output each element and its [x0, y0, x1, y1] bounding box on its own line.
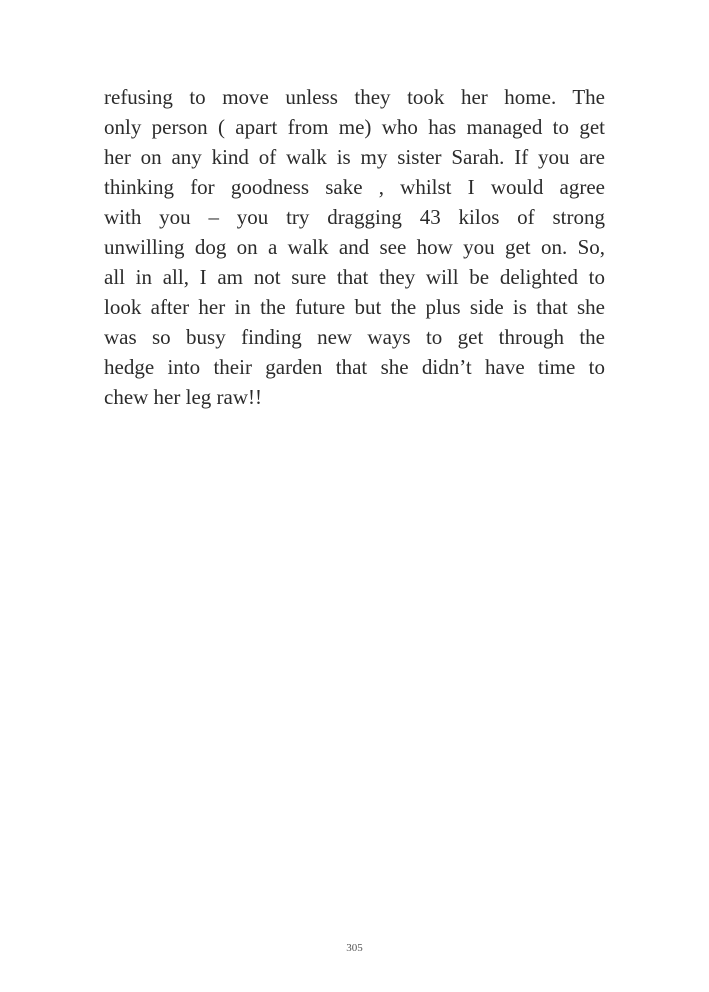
text-line: only person ( apart from me) who has managed to get [104, 115, 605, 139]
text-line: chew her leg raw!! [104, 385, 262, 409]
text-line: look after her in the future but the plus side is that she [104, 295, 605, 319]
text-line: was so busy finding new ways to get through the [104, 325, 605, 349]
text-line: hedge into their garden that she didn’t have time to [104, 355, 605, 379]
page-number: 305 [346, 942, 363, 954]
text-line: her on any kind of walk is my sister Sarah. If you are [104, 145, 605, 169]
text-line: all in all, I am not sure that they will be delighted to [104, 265, 605, 289]
text-line: thinking for goodness sake , whilst I would agree [104, 175, 605, 199]
text-line: unwilling dog on a walk and see how you get on. So, [104, 235, 605, 259]
text-line: with you – you try dragging 43 kilos of strong [104, 205, 605, 229]
body-paragraph [104, 82, 605, 412]
text-line: refusing to move unless they took her home. The [104, 85, 605, 109]
